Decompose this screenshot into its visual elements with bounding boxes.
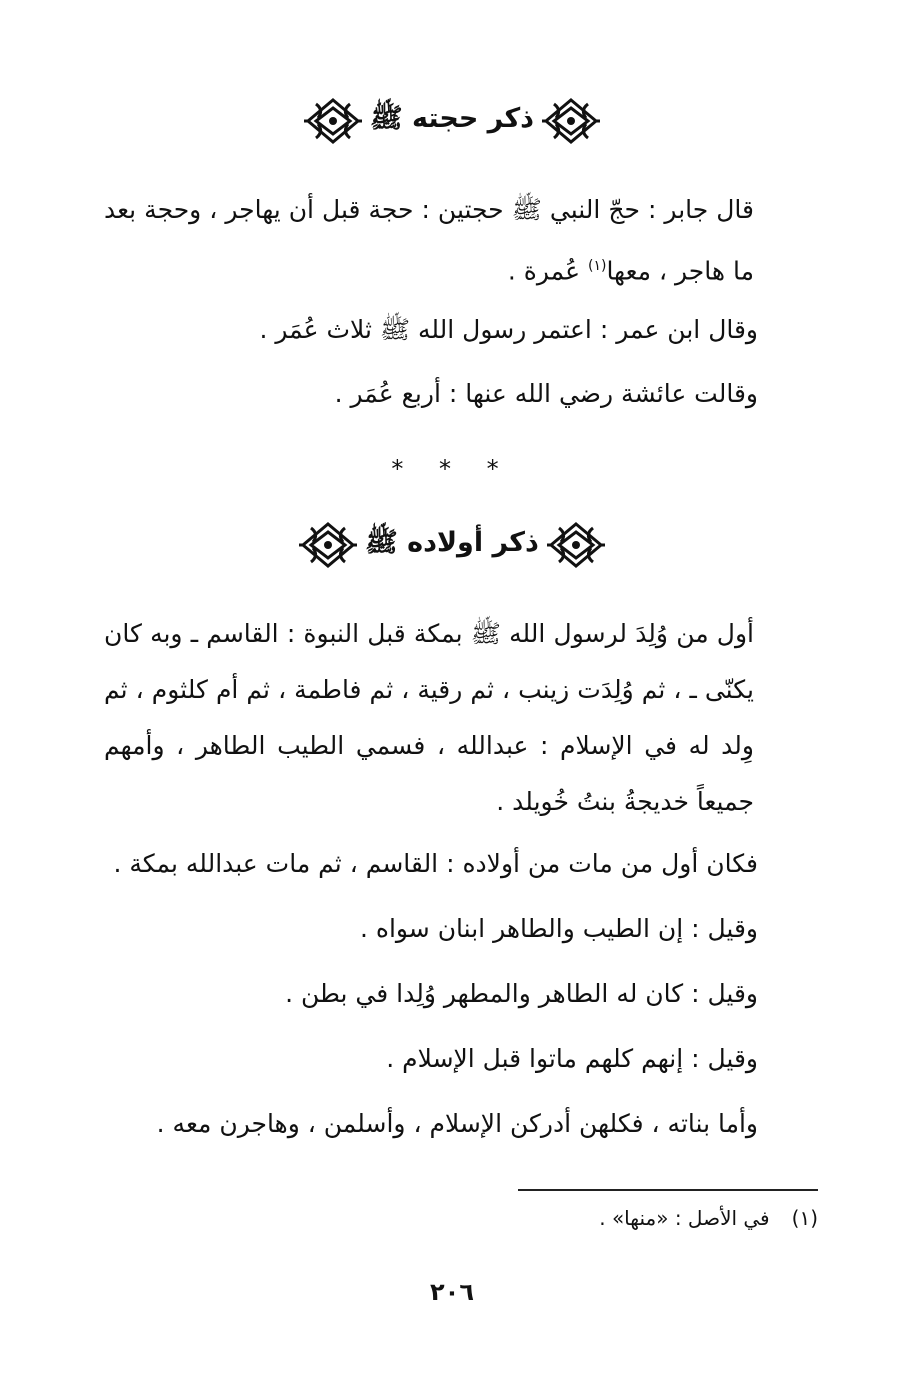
paragraph-daughters: وأما بناته ، فكلهن أدركن الإسلام ، وأسلمن ، وهاجرن معه .	[156, 1109, 758, 1138]
page-number: ٢٠٦	[430, 1278, 474, 1306]
paragraph-opinion-2: وقيل : كان له الطاهر والمطهر وُلِدا في بطن .	[285, 979, 758, 1008]
section-heading-hajj	[0, 96, 904, 146]
children-paragraph	[104, 606, 754, 830]
paragraph-ibn-umar: وقال ابن عمر : اعتمر رسول الله ﷺ ثلاث عُمَر .	[259, 315, 758, 344]
footnote	[599, 1206, 818, 1230]
footnote-text: في الأصل : «منها» .	[599, 1206, 770, 1230]
hajj-paragraph	[104, 182, 754, 299]
paragraph-first-deaths: فكان أول من مات من أولاده : القاسم ، ثم مات عبدالله بمكة .	[113, 849, 758, 878]
section-heading-text: ذكر حجته ﷺ	[369, 103, 535, 134]
paragraph-text: قال جابر : حجّ النبي ﷺ حجتين : حجة قبل أن يهاجر ، وحجة بعد ما هاجر ، معها	[104, 195, 754, 286]
footnote-divider	[518, 1189, 818, 1191]
paragraph-text-end: عُمرة .	[507, 256, 588, 286]
footnote-number: (١)	[791, 1206, 818, 1230]
arabesque-ornament-icon	[304, 96, 362, 146]
paragraph-aisha: وقالت عائشة رضي الله عنها : أربع عُمَر .	[334, 379, 758, 408]
arabesque-ornament-icon	[542, 96, 600, 146]
arabesque-ornament-icon	[547, 520, 605, 570]
paragraph-opinion-3: وقيل : إنهم كلهم ماتوا قبل الإسلام .	[386, 1044, 758, 1073]
paragraph-first-children: أول من وُلِدَ لرسول الله ﷺ بمكة قبل النبوة : القاسم ـ وبه كان يكنّى ـ ، ثم وُلِدَت زينب ، ثم رقية ، ثم فاطمة ، ثم أم كلثوم ، ثم وِلد له في الإسلام : عبدالله ، فسمي الطيب الطاهر ، وأمهم جميعاً خديجةُ بنتُ خُويلد .	[104, 619, 754, 816]
section-separator: * * *	[391, 455, 513, 483]
footnote-reference: (١)	[587, 258, 607, 274]
section-heading-text: ذكر أولاده ﷺ	[365, 527, 539, 558]
paragraph-jabir	[104, 182, 754, 299]
paragraph-opinion-1: وقيل : إن الطيب والطاهر ابنان سواه .	[359, 914, 758, 943]
arabesque-ornament-icon	[299, 520, 357, 570]
section-heading-children	[0, 520, 904, 570]
